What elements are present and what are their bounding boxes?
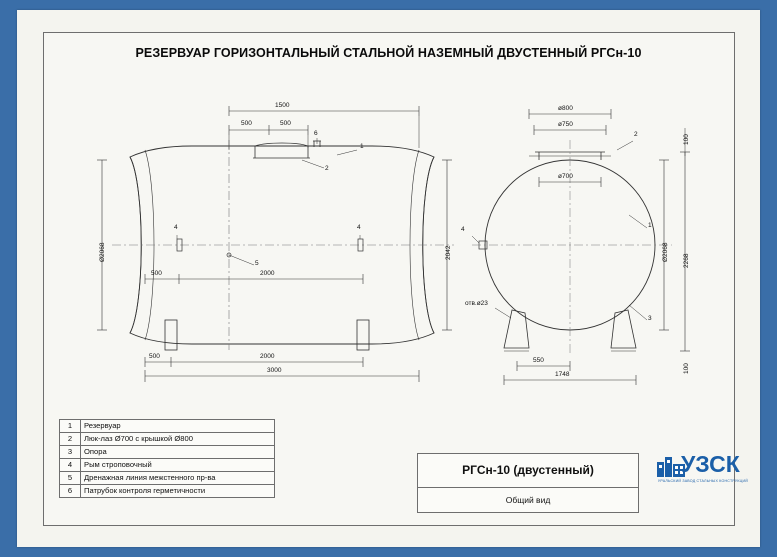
table-row bbox=[60, 485, 275, 498]
legend-num: 2 bbox=[60, 433, 81, 446]
callout-2-end: 2 bbox=[634, 131, 638, 138]
legend-text: Дренажная линия межстенного пр-ва bbox=[81, 472, 275, 485]
dim-support-outer: 1748 bbox=[555, 371, 570, 378]
logo-tagline: УРАЛЬСКИЙ ЗАВОД СТАЛЬНЫХ КОНСТРУКЦИЙ bbox=[657, 479, 749, 483]
dim-top-total: 1500 bbox=[275, 102, 290, 109]
dim-center-span: 2000 bbox=[260, 270, 275, 277]
legend-text: Люк-лаз Ø700 с крышкой Ø800 bbox=[81, 433, 275, 446]
dim-side-height: 2042 bbox=[445, 245, 452, 260]
dim-end-total-height: 2268 bbox=[683, 253, 690, 268]
dim-support-left: 500 bbox=[149, 353, 160, 360]
callout-6: 6 bbox=[314, 130, 318, 137]
table-row bbox=[60, 446, 275, 459]
dim-hatch-cover: ø800 bbox=[558, 105, 573, 112]
callout-5: 5 bbox=[255, 260, 259, 267]
callout-4-left: 4 bbox=[174, 224, 178, 231]
drawing-sheet bbox=[17, 10, 760, 547]
legend-text: Патрубок контроля герметичности bbox=[81, 485, 275, 498]
legend-num: 1 bbox=[60, 420, 81, 433]
legend-num: 6 bbox=[60, 485, 81, 498]
dim-top-right: 500 bbox=[280, 120, 291, 127]
legend-num: 4 bbox=[60, 459, 81, 472]
logo-wordmark: УЗСК bbox=[681, 451, 740, 477]
dim-top-offset: 100 bbox=[683, 134, 690, 145]
title-block-name: РГСн-10 (двустенный) bbox=[418, 454, 638, 488]
dim-side-diameter: Ø2068 bbox=[99, 242, 106, 262]
callout-3-end: 3 bbox=[648, 315, 652, 322]
legend-num: 5 bbox=[60, 472, 81, 485]
callout-1-side: 1 bbox=[360, 143, 364, 150]
title-block bbox=[417, 453, 639, 513]
page-title: РЕЗЕРВУАР ГОРИЗОНТАЛЬНЫЙ СТАЛЬНОЙ НАЗЕМНЫЙ ДВУСТЕННЫЙ РГСн-10 bbox=[135, 46, 642, 60]
legend-table bbox=[59, 419, 275, 498]
dim-center-left: 500 bbox=[151, 270, 162, 277]
callout-4-end: 4 bbox=[461, 226, 465, 233]
dim-end-diameter: Ø2068 bbox=[662, 242, 669, 262]
table-row bbox=[60, 420, 275, 433]
dim-support-inner: 550 bbox=[533, 357, 544, 364]
table-row bbox=[60, 472, 275, 485]
dim-hatch-neck: ø700 bbox=[558, 173, 573, 180]
table-row bbox=[60, 433, 275, 446]
legend-text: Рым строповочный bbox=[81, 459, 275, 472]
title-block-view: Общий вид bbox=[505, 495, 551, 505]
company-logo bbox=[657, 453, 749, 505]
dim-support-span: 2000 bbox=[260, 353, 275, 360]
legend-text: Опора bbox=[81, 446, 275, 459]
table-row bbox=[60, 459, 275, 472]
dim-top-left: 500 bbox=[241, 120, 252, 127]
callout-1-end: 1 bbox=[648, 222, 652, 229]
dim-bottom-offset: 100 bbox=[683, 363, 690, 374]
dim-hatch-ring: ø750 bbox=[558, 121, 573, 128]
callout-4-right: 4 bbox=[357, 224, 361, 231]
note-holes: отв.ø23 bbox=[465, 300, 488, 307]
dim-total-length: 3000 bbox=[267, 367, 282, 374]
legend-text: Резервуар bbox=[81, 420, 275, 433]
callout-2-side: 2 bbox=[325, 165, 329, 172]
legend-num: 3 bbox=[60, 446, 81, 459]
